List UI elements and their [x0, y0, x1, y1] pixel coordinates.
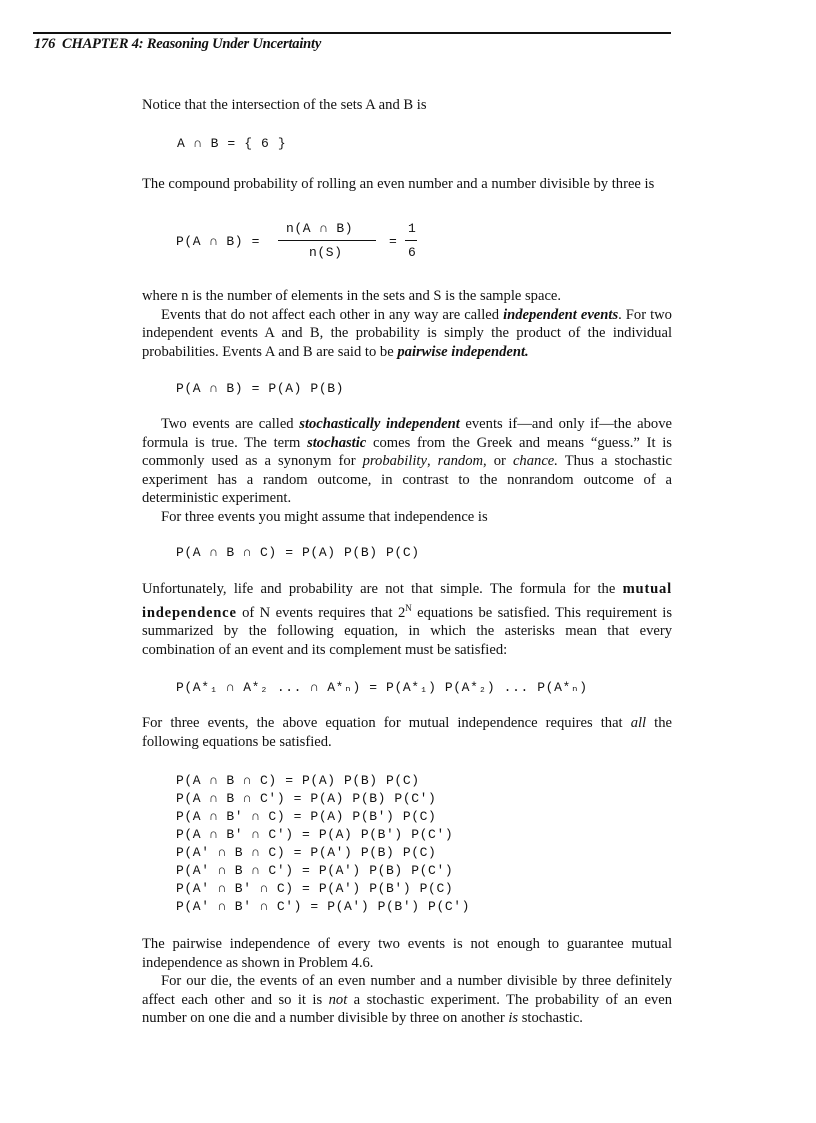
fraction-bar [278, 240, 376, 241]
equation-row: P(A' ∩ B ∩ C) = P(A') P(B) P(C) [176, 845, 437, 860]
equation-row: P(A' ∩ B' ∩ C') = P(A') P(B') P(C') [176, 899, 471, 914]
equation-row: P(A' ∩ B ∩ C') = P(A') P(B) P(C') [176, 863, 454, 878]
paragraph-three-events: For three events, the above equation for mutual independence requires that all the following equations be satisfied. [142, 715, 672, 750]
equation-row: P(A ∩ B ∩ C') = P(A) P(B) P(C') [176, 791, 437, 806]
equation-row: P(A ∩ B' ∩ C') = P(A) P(B') P(C') [176, 827, 454, 842]
page-number: 176 [34, 36, 56, 52]
paragraph-compound: The compound probability of rolling an even number and a number divisible by three is [142, 176, 655, 192]
chapter-title: CHAPTER 4: Reasoning Under Uncertainty [62, 36, 322, 52]
header-rule [33, 32, 671, 34]
running-header [34, 36, 321, 53]
paragraph-conclusion: The pairwise independence of every two events is not enough to guarantee mutual independence as shown in Problem 4.6. For our die, the events of an even number and a number divisible by three definitely affect each other and so it is not a stochastic experiment. The probability of an even number on one die and a number divisible by three on another is stochastic. [142, 936, 672, 1027]
equation-three-events: P(A ∩ B ∩ C) = P(A) P(B) P(C) [176, 545, 420, 560]
paragraph-mutual: Unfortunately, life and probability are not that simple. The formula for the mutual independence of N events requires that $2^N$ equations be satisfied. This requirement is summarized by the following equation, in which the asterisks mean that every combination of an event and its complement must be satisfied: [142, 581, 672, 658]
equation-intersection: A ∩ B = { 6 } [177, 136, 287, 151]
equation-mutual-general: P(A*₁ ∩ A*₂ ... ∩ A*ₙ) = P(A*₁) P(A*₂) ... P(A*ₙ) [176, 680, 588, 695]
paragraph-independent: where n is the number of elements in the sets and S is the sample space. Events that do not affect each other in any way are called independent events. For two independent events A and B, the probability is simply the product of the individual probabilities. Events A and B are said to be pairwise independent. [142, 288, 672, 360]
fraction-bar [405, 240, 417, 241]
paragraph-stochastic: Two events are called stochastically independent events if—and only if—the above formula is true. The term stochastic comes from the Greek and means “guess.” It is commonly used as a synonym for probability, random, or chance. Thus a stochastic experiment has a random outcome, in contrast to the nonrandom outcome of a deterministic experiment. For three events you might assume that independence is [142, 416, 673, 525]
paragraph-intersection: Notice that the intersection of the sets A and B is [142, 97, 427, 113]
equation-row: P(A' ∩ B' ∩ C) = P(A') P(B') P(C) [176, 881, 454, 896]
equation-pairwise: P(A ∩ B) = P(A) P(B) [176, 381, 345, 396]
equation-row: P(A ∩ B' ∩ C) = P(A) P(B') P(C) [176, 809, 437, 824]
equation-row: P(A ∩ B ∩ C) = P(A) P(B) P(C) [176, 773, 420, 788]
